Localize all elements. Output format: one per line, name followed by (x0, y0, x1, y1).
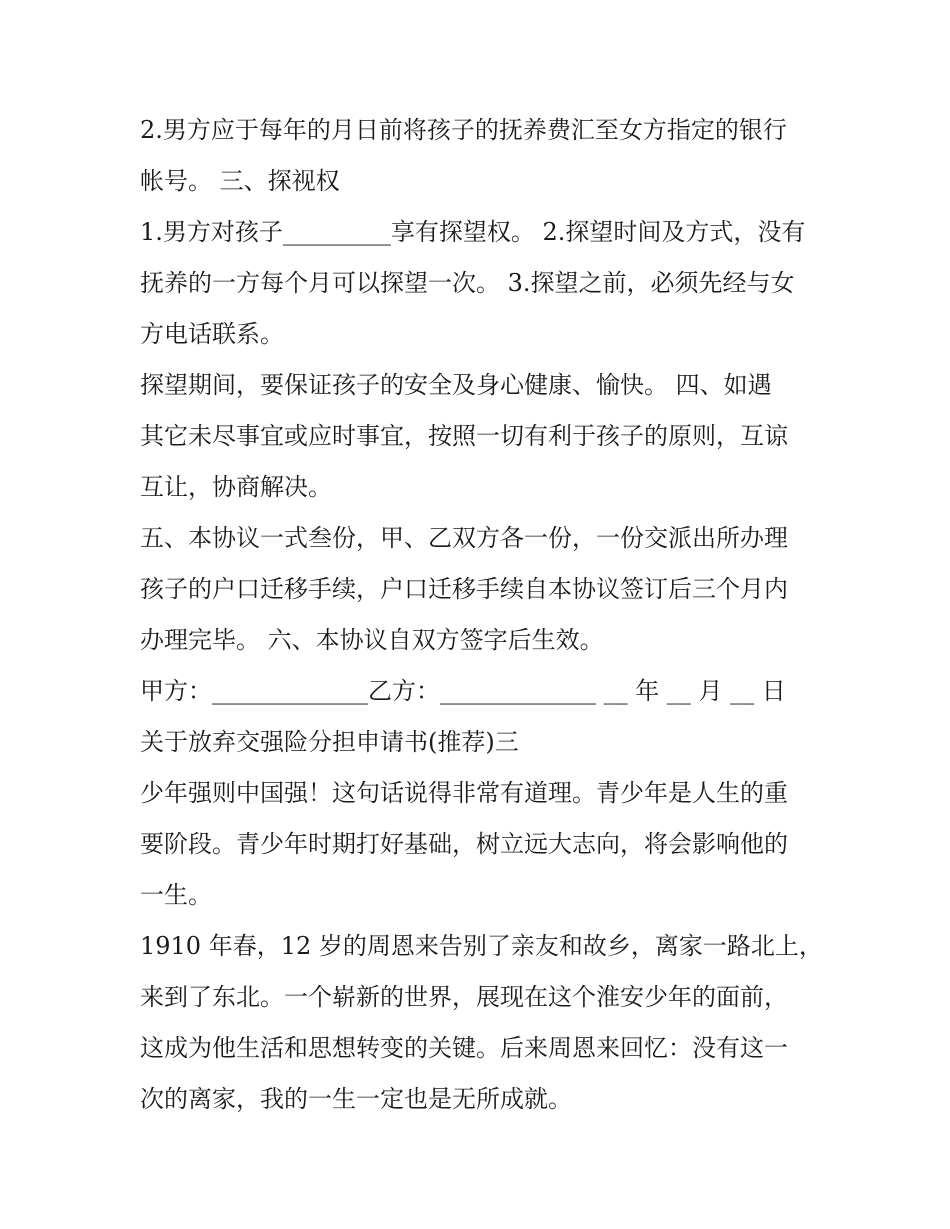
text-line: 一生。 (140, 881, 212, 909)
text-line: 帐号。 三、探视权 (140, 167, 340, 195)
text-line: 要阶段。青少年时期打好基础，树立远大志向，将会影响他的 (140, 830, 788, 858)
text-line: 五、本协议一式叁份，甲、乙双方各一份，一份交派出所办理 (140, 524, 788, 552)
text-line: 这成为他生活和思想转变的关键。后来周恩来回忆：没有这一 (140, 1034, 788, 1062)
text-line: 次的离家，我的一生一定也是无所成就。 (140, 1085, 572, 1113)
text-line: 1.男方对孩子_________享有探望权。 2.探望时间及方式，没有 (140, 218, 806, 246)
text-line: 来到了东北。一个崭新的世界，展现在这个淮安少年的面前， (140, 983, 788, 1011)
text-line: 其它未尽事宜或应时事宜，按照一切有利于孩子的原则，互谅 (140, 422, 788, 450)
text-line: 办理完毕。 六、本协议自双方签字后生效。 (140, 626, 604, 654)
signature-line: 甲方：_____________乙方：_____________ __ 年 __ 月 __ 日 (140, 677, 786, 705)
document-body (140, 105, 823, 1125)
text-line: 抚养的一方每个月可以探望一次。 3.探望之前，必须先经与女 (140, 269, 795, 297)
text-line: 1910 年春，12 岁的周恩来告别了亲友和故乡，离家一路北上， (140, 932, 823, 960)
text-line: 互让，协商解决。 (140, 473, 332, 501)
text-line: 2.男方应于每年的月日前将孩子的抚养费汇至女方指定的银行 (140, 116, 787, 144)
text-line: 方电话联系。 (140, 320, 284, 348)
text-line: 孩子的户口迁移手续，户口迁移手续自本协议签订后三个月内 (140, 575, 788, 603)
section-title: 关于放弃交强险分担申请书(推荐)三 (140, 728, 519, 756)
text-line: 少年强则中国强！这句话说得非常有道理。青少年是人生的重 (140, 779, 788, 807)
text-line: 探望期间，要保证孩子的安全及身心健康、愉快。 四、如遇 (140, 371, 772, 399)
